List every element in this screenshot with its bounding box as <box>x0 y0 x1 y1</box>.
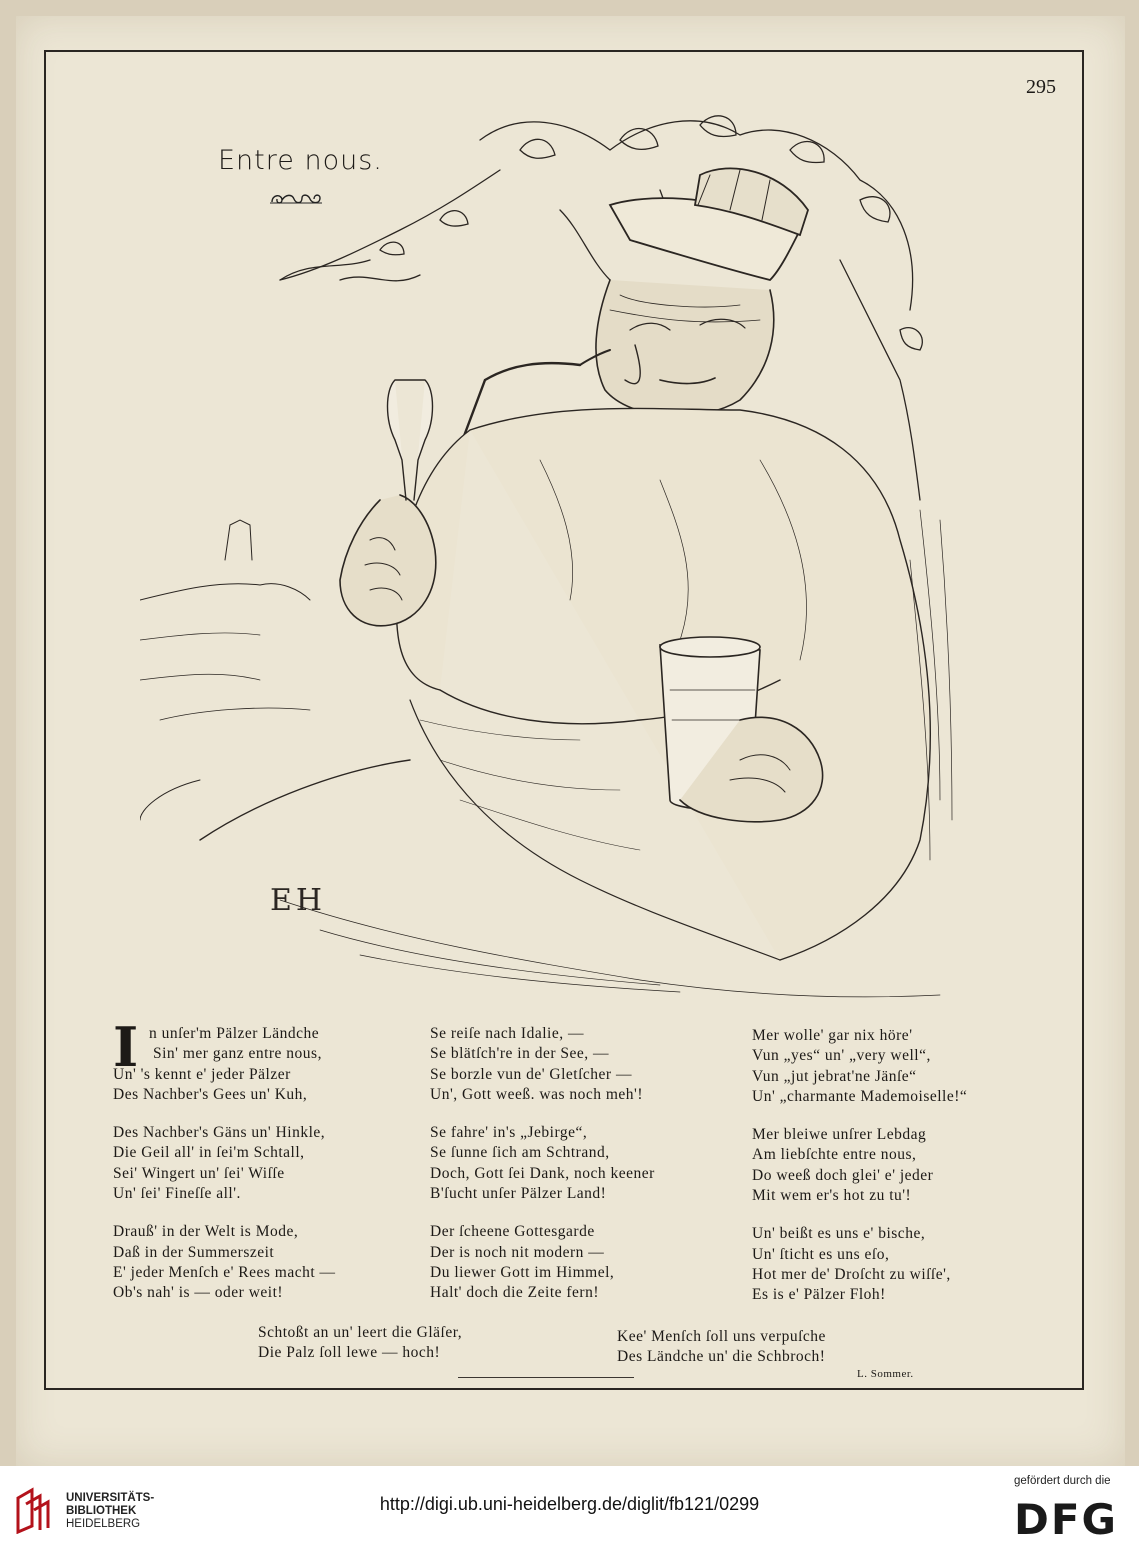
funded-by-label: gefördert durch die <box>1014 1475 1111 1487</box>
verse-line: Des Nachber's Gees un' Kuh, <box>113 1085 308 1103</box>
verse-line: Ob's nah' is — oder weit! <box>113 1284 284 1302</box>
verse-line: Am liebſchte entre nous, <box>752 1146 917 1164</box>
landscape <box>140 520 310 720</box>
dfg-logo-icon <box>1012 1494 1122 1538</box>
verse-line: Doch, Gott ſei Dank, noch keener <box>430 1164 655 1182</box>
verse-line: Vun „jut jebrat'ne Jänſe“ <box>752 1067 917 1085</box>
verse-line: Halt' doch die Zeite fern! <box>430 1284 599 1302</box>
verse-line: Des Nachber's Gäns un' Hinkle, <box>113 1124 326 1142</box>
verse-line: Un' beißt es uns e' bische, <box>752 1225 926 1243</box>
verse-line: Un' ſei' Fineſſe all'. <box>113 1185 241 1203</box>
verse-line: Se blätſch're in der See, — <box>430 1045 609 1063</box>
stanza <box>113 1015 413 1105</box>
end-rule <box>458 1377 634 1378</box>
dfg-logo-text: DFG <box>1014 1495 1119 1538</box>
monogram: EH <box>270 883 327 918</box>
verse-line: Se ſunne ſich am Schtrand, <box>430 1144 610 1162</box>
stanza <box>752 1026 1052 1107</box>
verse-line: Kee' Menſch ſoll uns verpuſche <box>617 1328 826 1345</box>
stanza <box>752 1224 1052 1305</box>
drop-cap: I <box>113 1015 139 1079</box>
illustration <box>140 80 960 1010</box>
footer-bar <box>0 1466 1139 1554</box>
verse-line: Der ſcheene Gottesgarde <box>430 1223 595 1241</box>
permalink-url[interactable]: http://digi.ub.uni-heidelberg.de/diglit/fb121/0299 <box>379 1494 760 1514</box>
author-signature: L. Sommer. <box>857 1368 914 1380</box>
university-library-name: UNIVERSITÄTS- BIBLIOTHEK HEIDELBERG <box>66 1492 155 1530</box>
verse-line: Es is e' Pälzer Floh! <box>752 1286 886 1304</box>
verse-line: Mit wem er's hot zu tu'! <box>752 1187 912 1205</box>
wine-glass <box>388 380 433 500</box>
verse-line: Sin' mer ganz entre nous, <box>153 1045 322 1063</box>
verse-line: Un' 's kennt e' jeder Pälzer <box>113 1065 291 1083</box>
verse-line: Der is noch nit modern — <box>430 1243 605 1261</box>
face <box>580 280 774 416</box>
stanza <box>113 1222 413 1303</box>
verse-line: E' jeder Menſch e' Rees macht — <box>113 1263 336 1281</box>
verse-line: Se fahre' in's „Jebirge“, <box>430 1124 588 1142</box>
verse-line: Daß in der Summerszeit <box>113 1243 275 1261</box>
verse-line: Die Geil all' in ſei'm Schtall, <box>113 1144 305 1162</box>
poem-column-3 <box>752 1026 1052 1324</box>
verse-line: Se reiſe nach Idalie, — <box>430 1025 584 1042</box>
verse-line: Un' ſticht es uns eſo, <box>752 1245 890 1263</box>
hat <box>610 168 808 280</box>
poem-column-1 <box>113 1015 413 1322</box>
verse-line: Des Ländche un' die Schbroch! <box>617 1348 826 1366</box>
verse-line: Un', Gott weeß. was noch meh'! <box>430 1085 643 1103</box>
verse-line: Do weeß doch glei' e' jeder <box>752 1166 934 1184</box>
verse-line: Du liewer Gott im Himmel, <box>430 1263 615 1281</box>
stanza <box>113 1123 413 1204</box>
stanza <box>430 1222 730 1303</box>
verse-line: Die Palz ſoll lewe — hoch! <box>258 1344 441 1362</box>
stanza <box>752 1125 1052 1206</box>
stanza <box>430 1123 730 1204</box>
verse-line: Vun „yes“ un' „very well“, <box>752 1047 931 1065</box>
page-number: 295 <box>1026 76 1056 98</box>
verse-line: Mer bleiwe unſrer Lebdag <box>752 1126 927 1144</box>
stanza <box>430 1024 730 1105</box>
final-stanza-right <box>617 1327 826 1368</box>
final-stanza-left <box>258 1323 462 1364</box>
poem-column-2 <box>430 1024 730 1322</box>
verse-line: B'ſucht unſer Pälzer Land! <box>430 1185 607 1203</box>
verse-line: Un' „charmante Mademoiselle!“ <box>752 1087 968 1105</box>
verse-line: Schtoßt an un' leert die Gläſer, <box>258 1324 463 1341</box>
verse-line: Se borzle vun de' Gletſcher — <box>430 1065 632 1083</box>
page-title: Entre nous. <box>218 145 383 176</box>
verse-line: Drauß' in der Welt is Mode, <box>113 1223 299 1241</box>
verse-line: Hot mer de' Droſcht zu wiſſe', <box>752 1265 951 1283</box>
body <box>140 408 930 960</box>
verse-line: Sei' Wingert un' ſei' Wiſſe <box>113 1164 285 1182</box>
verse-line: n unſer'm Pälzer Ländche <box>149 1025 320 1042</box>
verse-line: Mer wolle' gar nix höre' <box>752 1027 913 1044</box>
